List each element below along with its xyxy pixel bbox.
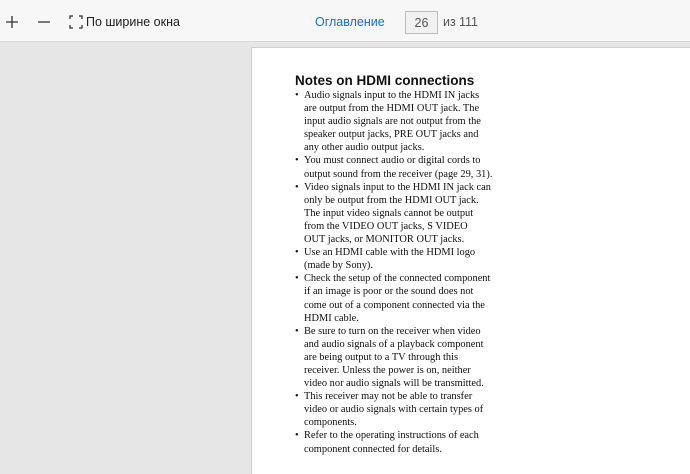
fit-width-label: По ширине окна	[86, 15, 180, 29]
list-item: • Check the setup of the connected component if an image is poor or the sound does not come out of a component connected via the HDMI cable.	[295, 272, 495, 324]
plus-icon	[5, 15, 19, 29]
list-item: • Refer to the operating instructions of each component connected for details.	[295, 429, 495, 455]
list-item: • Audio signals input to the HDMI IN jacks are output from the HDMI OUT jack. The input audio signals are not output from the speaker output jacks, PRE OUT jacks and any other audio output jacks.	[295, 89, 495, 154]
fit-width-icon	[69, 15, 83, 29]
page-of-label: из	[443, 15, 456, 29]
list-item: • Video signals input to the HDMI IN jack can only be output from the HDMI OUT jack. The input video signals cannot be output from the VIDEO OUT jacks, S VIDEO OUT jacks, or MONITOR OUT jacks.	[295, 181, 495, 246]
total-pages: 111	[459, 15, 479, 29]
page-content	[295, 73, 495, 456]
table-of-contents-link[interactable]: Оглавление	[315, 15, 385, 29]
list-item: • Be sure to turn on the receiver when video and audio signals of a playback component are being output to a TV through this receiver. Unless the power is on, neither video nor audio signals will be transmitted.	[295, 325, 495, 390]
page-number-input[interactable]	[405, 11, 438, 34]
fit-width-button[interactable]	[69, 10, 180, 34]
zoom-out-button[interactable]	[35, 10, 53, 34]
list-item: • You must connect audio or digital cords to output sound from the receiver (page 29, 31).	[295, 154, 495, 180]
page-title: Notes on HDMI connections	[295, 73, 475, 88]
list-item: • Use an HDMI cable with the HDMI logo (made by Sony).	[295, 246, 495, 272]
list-item: • This receiver may not be able to transfer video or audio signals with certain types of components.	[295, 390, 495, 429]
notes-list	[295, 89, 495, 456]
reader-toolbar	[0, 0, 690, 42]
minus-icon	[37, 15, 51, 29]
document-page	[251, 47, 690, 474]
zoom-in-button[interactable]	[3, 10, 21, 34]
